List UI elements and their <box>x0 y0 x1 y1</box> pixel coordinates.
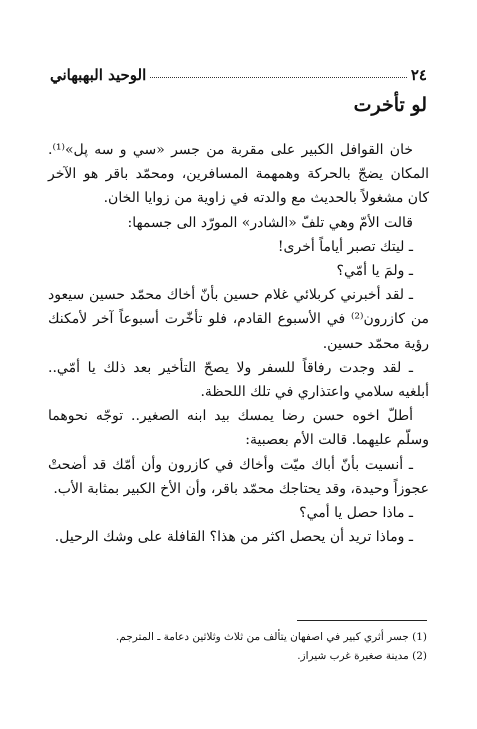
running-head <box>50 60 427 84</box>
dialogue-line: ـ ليتك تصبر أياماً أخرى! <box>277 238 413 255</box>
leader-dots <box>150 77 407 78</box>
dialogue-line: ـ لقد أخبرني كربلائي غلام حسين بأنّ أخاك محمّد حسين سيعود من كازرون⁽²⁾ في الأسبوع القادم، فلو تأخّرت أسبوعاً آخر لأمكنك رؤية محمّد حسين. <box>48 287 429 352</box>
dialogue-line: ـ ولمَ يا أمّي؟ <box>336 263 413 280</box>
paragraph-mother-speaks: قالت الأمّ وهي تلفّ «الشادر» المورّد الى جسمها: <box>127 214 413 231</box>
paragraph-brother-arrives: أطلّ اخوه حسن رضا يمسك بيد ابنه الصغير.. توجّه نحوهما وسلّم عليهما. قالت الأم بعصبية: <box>48 408 429 449</box>
dialogue-line: ـ لقد وجدت رفاقاً للسفر ولا يصحّ التأخير بعد ذلك يا أمّي.. أبلغيه سلامي واعتذاري في تلك اللحظة. <box>48 359 429 401</box>
dialogue-line: ـ وماذا تريد أن يحصل اكثر من هذا؟ القافلة على وشك الرحيل. <box>54 529 413 546</box>
chapter-title: لو تأخرت <box>353 94 427 116</box>
footnote-1: (1) جسر أثري كبير في اصفهان يتألف من ثلاث وثلاثين دعامة ـ المترجم. <box>115 631 427 643</box>
dialogue-line: ـ أنسيت بأنّ أباك ميّت وأخاك في كازرون وأن أمّك قد أضحتْ عجوزاً وحيدة، وقد يحتاجك محمّد باقر، وأن الأخ الكبير بمثابة الأب. <box>48 456 429 497</box>
page-number: ٢٤ <box>410 66 427 84</box>
body-text <box>48 138 429 549</box>
book-title: الوحيد البهبهاني <box>50 66 147 84</box>
paragraph-intro: خان القوافل الكبير على مقربة من جسر «سي و سه پل»⁽¹⁾. المكان يضجّ بالحركة وهمهمة المسافرين، ومحمّد باقر هو الآخر كان مشغولاً بالحديث مع والدته في زاوية من زوايا الخان. <box>48 142 429 207</box>
footnotes <box>50 628 427 666</box>
footnote-2: (2) مدينة صغيرة غرب شيراز. <box>297 650 427 662</box>
footnote-rule <box>297 620 427 621</box>
dialogue-line: ـ ماذا حصل يا أمي؟ <box>299 505 413 522</box>
